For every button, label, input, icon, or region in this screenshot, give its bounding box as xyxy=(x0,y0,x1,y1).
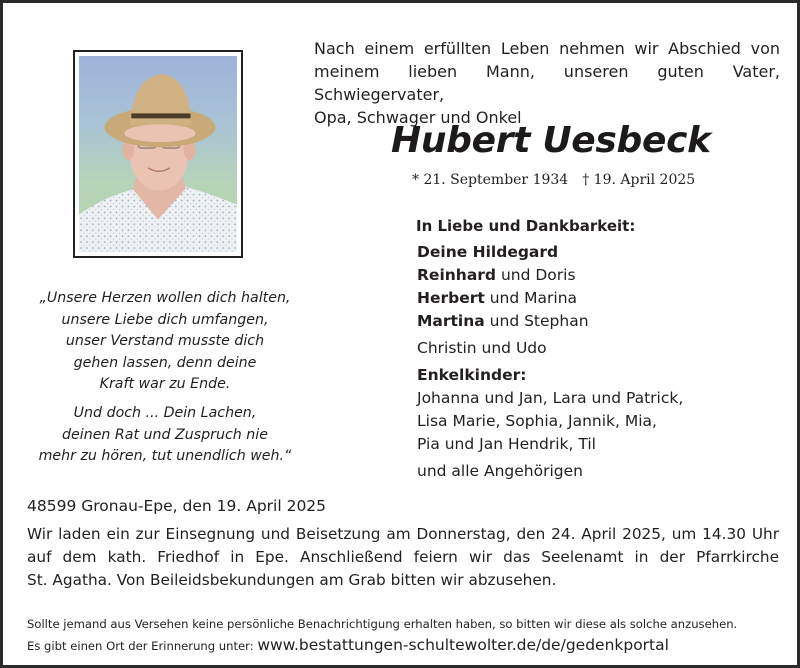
memorial-prefix: Es gibt einen Ort der Erinnerung unter: xyxy=(27,639,258,653)
death-date: † 19. April 2025 xyxy=(582,172,696,188)
intro-text xyxy=(314,37,780,129)
mourner-name: Herbert xyxy=(417,289,485,307)
grandchildren-line: Johanna und Jan, Lara und Patrick, xyxy=(417,389,684,407)
footnote-notice: Sollte jemand aus Versehen keine persönliche Benachrichtigung erhalten haben, so bitten wir diese als solche anzusehen. xyxy=(27,617,738,631)
quote-line: unser Verstand musste dich xyxy=(65,333,265,350)
mourner-partner: Christin und Udo xyxy=(417,339,547,357)
intro-line: meinem lieben Mann, unseren guten Vater, Schwiegervater, xyxy=(314,62,780,104)
birth-date: * 21. September 1934 xyxy=(412,172,569,188)
quote-line: mehr zu hören, tut unendlich weh.“ xyxy=(38,448,292,465)
mourner-partner: und Marina xyxy=(484,289,578,307)
intro-line: Nach einem erfüllten Leben nehmen wir Abschied von xyxy=(314,39,780,58)
mourner-name: Reinhard xyxy=(417,266,497,284)
quote-stanza-1 xyxy=(25,288,305,396)
portrait-icon xyxy=(79,56,237,252)
portrait-frame xyxy=(73,50,243,258)
funeral-invitation xyxy=(27,523,779,592)
quote-line: Kraft war zu Ende. xyxy=(99,376,231,393)
intro-line: Opa, Schwager und Onkel xyxy=(314,108,522,127)
mourners-list xyxy=(417,217,757,483)
mourner-name: Deine Hildegard xyxy=(417,243,559,261)
life-dates xyxy=(412,172,695,188)
portrait-photo xyxy=(79,56,237,252)
mourner-row xyxy=(417,287,757,310)
deceased-name: Hubert Uesbeck xyxy=(391,120,711,161)
grandchildren-heading xyxy=(417,364,757,387)
quote-line: unsere Liebe dich umfangen, xyxy=(61,311,269,328)
quote-stanza-2 xyxy=(25,403,305,468)
mourner-row xyxy=(417,241,757,264)
quote-line: „Unsere Herzen wollen dich halten, xyxy=(39,290,291,306)
place-date: 48599 Gronau-Epe, den 19. April 2025 xyxy=(27,497,327,515)
mourner-row xyxy=(417,264,757,287)
memorial-quote xyxy=(25,288,305,468)
footnote-memorial xyxy=(27,635,787,657)
mourner-row xyxy=(417,337,757,360)
grandchildren-line: Lisa Marie, Sophia, Jannik, Mia, xyxy=(417,412,657,430)
mourner-row xyxy=(417,310,757,333)
mourner-partner: und Doris xyxy=(496,266,576,284)
quote-line: deinen Rat und Zuspruch nie xyxy=(62,426,268,443)
grandchildren-label: Enkelkinder: xyxy=(417,366,527,384)
quote-line: Und doch ... Dein Lachen, xyxy=(73,404,257,421)
mourner-partner: und Stephan xyxy=(484,312,589,330)
quote-line: gehen lassen, denn deine xyxy=(73,354,257,371)
memorial-portal-link[interactable]: www.bestattungen-schultewolter.de/de/gedenkportal xyxy=(257,636,669,654)
mourners-heading: In Liebe und Dankbarkeit: xyxy=(416,217,636,235)
invitation-line: Wir laden ein zur Einsegnung und Beisetzung am Donnerstag, den 24. April 2025, um 14.30 Uhr xyxy=(27,525,779,543)
mourner-name: Martina xyxy=(417,312,485,330)
closing-line: und alle Angehörigen xyxy=(417,462,583,480)
invitation-line: auf dem kath. Friedhof in Epe. Anschließend feiern wir das Seelenamt in der Pfarrkirche xyxy=(27,548,779,566)
invitation-line: St. Agatha. Von Beileidsbekundungen am Grab bitten wir abzusehen. xyxy=(27,571,557,589)
grandchildren-line: Pia und Jan Hendrik, Til xyxy=(417,435,596,453)
footnote xyxy=(27,614,787,657)
